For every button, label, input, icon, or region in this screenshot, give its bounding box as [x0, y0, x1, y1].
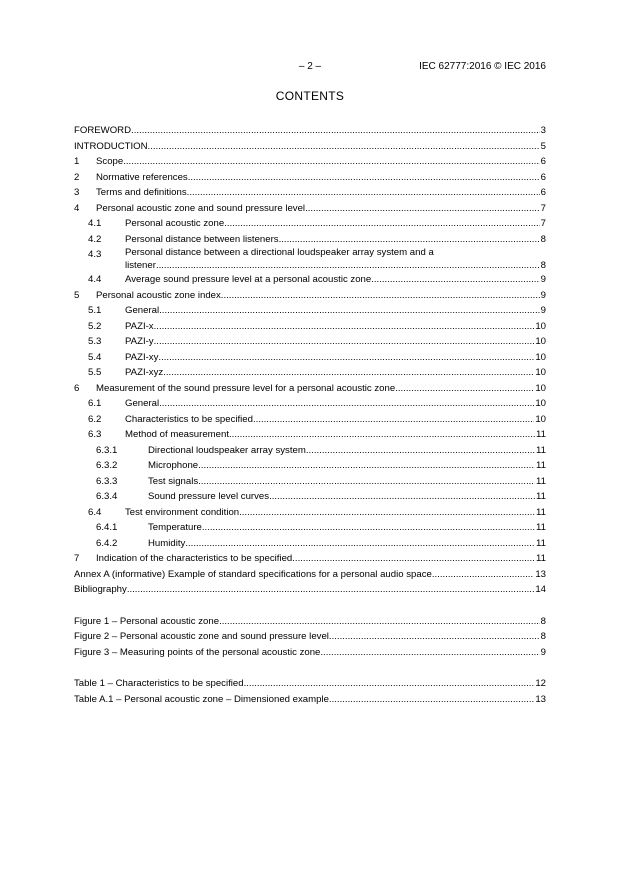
toc-entry-number: 6.4 [88, 506, 102, 518]
toc-entry-line [96, 201, 546, 217]
toc-entry[interactable] [74, 216, 546, 232]
toc-entry-line [148, 520, 546, 536]
toc-entry-title: Method of measurement [125, 429, 229, 440]
toc-leader-dots [306, 443, 535, 459]
toc-leader-dots [395, 381, 534, 397]
toc-entry-line [74, 692, 546, 708]
toc-entry-title: Humidity [148, 537, 186, 549]
toc-entry-line [125, 412, 546, 428]
toc-entry-number: 4.2 [88, 233, 102, 245]
toc-entry-page: 11 [536, 491, 546, 502]
toc-entry-line [74, 614, 546, 630]
toc-entry-number: 5 [74, 289, 80, 301]
toc-entry-title: Characteristics to be specified [125, 413, 253, 425]
toc-leader-dots [269, 489, 535, 505]
toc-entry-number: 5.1 [88, 305, 102, 316]
toc-leader-dots [163, 365, 534, 381]
toc-entry-line [125, 396, 546, 412]
toc-leader-dots [279, 232, 540, 248]
toc-entry[interactable] [74, 427, 546, 443]
toc-entry-title: Sound pressure level curves [148, 491, 270, 502]
toc-entry-page: 7 [540, 218, 546, 229]
toc-entry[interactable] [74, 412, 546, 428]
toc-entry-number: 6.3.3 [96, 475, 118, 487]
toc-entry-number: 6.4.1 [96, 522, 118, 533]
toc-leader-dots [305, 201, 540, 217]
toc-entry-page: 11 [536, 506, 546, 518]
toc-entry-line [125, 365, 546, 381]
toc-leader-dots [185, 536, 535, 552]
toc-entry-title: PAZI-x [125, 320, 154, 332]
toc-entry[interactable] [74, 474, 546, 490]
toc-entry-page: 10 [535, 398, 546, 409]
toc-entry-number: 6.4.2 [96, 537, 118, 549]
toc-entry-line [96, 288, 546, 304]
toc-entry[interactable] [74, 365, 546, 381]
toc-entry-number: 6.3 [88, 429, 102, 440]
toc-leader-dots [329, 629, 540, 645]
toc-entry-number: 5.5 [88, 367, 102, 378]
toc-entry-title: INTRODUCTION [74, 140, 148, 152]
toc-entry[interactable] [74, 272, 546, 288]
toc-entry-page: 11 [536, 522, 546, 533]
toc-entry-line [148, 474, 546, 490]
toc-entry[interactable] [74, 614, 546, 630]
toc-entry-title: Personal acoustic zone and sound pressure level [96, 202, 306, 214]
toc-entry[interactable] [74, 303, 546, 319]
toc-entry-title: Directional loudspeaker array system [148, 444, 306, 456]
toc-leader-dots [329, 692, 534, 708]
toc-leader-dots [244, 676, 535, 692]
toc-entry-number: 2 [74, 171, 80, 183]
toc-leader-dots [198, 458, 535, 474]
toc-entry-page: 11 [536, 553, 546, 564]
toc-entry-number: 3 [74, 187, 80, 198]
toc-entry-line [74, 567, 546, 583]
toc-leader-dots [188, 170, 540, 186]
toc-leader-dots [320, 645, 539, 661]
toc-entry-line [96, 154, 546, 170]
toc-entry[interactable] [74, 582, 546, 598]
section-gap [74, 598, 546, 614]
toc-entry-line [148, 489, 546, 505]
toc-entry-line [125, 319, 546, 335]
toc-entry[interactable] [74, 185, 546, 201]
toc-entry-number: 5.2 [88, 320, 102, 332]
toc-leader-dots [127, 582, 535, 598]
toc-entry-line [148, 458, 546, 474]
toc-leader-dots [229, 427, 535, 443]
toc-entry-number: 4.4 [88, 274, 102, 285]
toc-entry-line [74, 676, 546, 692]
toc-entry-page: 3 [540, 125, 546, 136]
toc-leader-dots [154, 334, 535, 350]
toc-entry[interactable] [74, 551, 546, 567]
toc-entry-title: Test signals [148, 475, 199, 487]
toc-entry-page: 11 [536, 537, 546, 549]
toc-entry-page: 10 [535, 336, 546, 347]
toc-entry-title: Indication of the characteristics to be specified [96, 553, 293, 564]
toc-entry-title: Personal distance between listeners [125, 233, 279, 245]
toc-entry-number: 5.3 [88, 336, 102, 347]
toc-entry-page: 11 [536, 460, 546, 471]
toc-entry-line [74, 123, 546, 139]
toc-entry[interactable] [74, 520, 546, 536]
toc-entry[interactable] [74, 458, 546, 474]
toc-entry-title: Scope [96, 156, 124, 167]
toc-entry-page: 9 [540, 305, 546, 316]
toc-entry-page: 6 [540, 171, 546, 183]
toc-entry-page: 9 [540, 289, 546, 301]
toc-entry-line [74, 645, 546, 661]
toc-entry[interactable] [74, 645, 546, 661]
toc-entry-page: 10 [535, 382, 546, 394]
toc-entry-title: Personal acoustic zone [125, 218, 225, 229]
toc-entry-title: PAZI-xyz [125, 367, 164, 378]
toc-leader-dots [221, 288, 540, 304]
toc-entry-title: Table 1 – Characteristics to be specified [74, 678, 244, 689]
toc-entry-page: 8 [540, 631, 546, 642]
toc-leader-dots [239, 505, 535, 521]
toc-entry-line [125, 232, 546, 248]
toc-entry-line [125, 334, 546, 350]
toc-entry-number: 5.4 [88, 351, 102, 363]
toc-entry-title: Personal acoustic zone index [96, 289, 221, 301]
toc-entry-line [125, 350, 546, 366]
toc-entry-line [125, 272, 546, 288]
toc-entry-title: Terms and definitions [96, 187, 187, 198]
toc-entry-title: Figure 1 – Personal acoustic zone [74, 615, 220, 627]
toc-entry[interactable] [74, 629, 546, 645]
toc-entry-page: 5 [540, 140, 546, 152]
toc-entry[interactable] [74, 396, 546, 412]
document-reference: IEC 62777:2016 © IEC 2016 [419, 61, 546, 72]
toc-entry-page: 10 [535, 413, 546, 425]
toc-entry-number: 6 [74, 382, 80, 394]
toc-leader-dots [131, 123, 540, 139]
toc-entry-page: 11 [536, 429, 546, 440]
toc-entry-page: 13 [535, 693, 546, 705]
toc-entry-page: 14 [535, 584, 546, 595]
toc-entry-title: PAZI-xy [125, 351, 159, 363]
table-of-contents [74, 123, 546, 707]
toc-entry[interactable] [74, 201, 546, 217]
toc-leader-dots [253, 412, 534, 428]
toc-entry-title: Personal distance between a directional loudspeaker array system and a [125, 247, 434, 258]
toc-entry[interactable] [74, 505, 546, 521]
toc-entry-page: 8 [540, 615, 546, 627]
toc-entry-line [96, 551, 546, 567]
toc-entry-number: 6.3.2 [96, 460, 118, 471]
toc-entry-title: FOREWORD [74, 125, 132, 136]
toc-entry-line [74, 582, 546, 598]
toc-entry-line [96, 170, 546, 186]
page-number: – 2 – [298, 61, 322, 72]
toc-entry[interactable] [74, 123, 546, 139]
toc-entry[interactable] [74, 381, 546, 397]
toc-entry-line [74, 629, 546, 645]
toc-entry-title: Annex A (informative) Example of standard specifications for a personal audio space [74, 568, 432, 580]
toc-leader-dots [154, 319, 535, 335]
toc-entry-line [125, 505, 546, 521]
toc-entry-page: 9 [540, 274, 546, 285]
toc-entry[interactable] [74, 489, 546, 505]
toc-entry-page: 10 [535, 351, 546, 363]
toc-entry-line [125, 427, 546, 443]
toc-leader-dots [148, 139, 540, 155]
toc-entry-page: 10 [535, 367, 546, 378]
section-gap [74, 660, 546, 676]
toc-entry-number: 7 [74, 553, 80, 564]
toc-entry-title: General [125, 305, 160, 316]
toc-leader-dots [159, 303, 540, 319]
toc-entry-title: Temperature [148, 522, 202, 533]
toc-entry-title: Average sound pressure level at a personal acoustic zone [125, 274, 372, 285]
toc-entry[interactable] [74, 350, 546, 366]
toc-leader-dots [224, 216, 539, 232]
toc-entry-title: General [125, 398, 160, 409]
toc-entry[interactable] [74, 319, 546, 335]
toc-entry-page: 11 [536, 475, 546, 487]
toc-leader-dots [219, 614, 540, 630]
toc-leader-dots [156, 258, 540, 273]
toc-entry[interactable] [74, 139, 546, 155]
toc-leader-dots [187, 185, 540, 201]
toc-leader-dots [123, 154, 539, 170]
toc-entry-page: 6 [540, 187, 546, 198]
toc-entry-line [96, 381, 546, 397]
toc-entry-page: 9 [540, 646, 546, 658]
toc-entry-title: Normative references [96, 171, 188, 183]
toc-entry-number: 4.1 [88, 218, 102, 229]
toc-entry-page: 10 [535, 320, 546, 332]
toc-entry[interactable] [74, 288, 546, 304]
toc-entry[interactable] [74, 247, 546, 272]
toc-entry-page: 13 [535, 568, 546, 580]
toc-entry-number: 6.3.4 [96, 491, 118, 502]
toc-entry-page: 11 [536, 444, 546, 456]
toc-entry[interactable] [74, 443, 546, 459]
toc-entry[interactable] [74, 676, 546, 692]
toc-entry-line [125, 303, 546, 319]
toc-entry-title: Test environment condition [125, 506, 240, 518]
toc-entry-title: PAZI-y [125, 336, 154, 347]
toc-leader-dots [159, 396, 534, 412]
toc-entry-number: 6.3.1 [96, 444, 118, 456]
toc-entry[interactable] [74, 536, 546, 552]
page-title: CONTENTS [275, 89, 345, 103]
toc-entry-page: 8 [540, 259, 546, 271]
toc-entry-title: Table A.1 – Personal acoustic zone – Dimensioned example [74, 693, 329, 705]
toc-entry-line [125, 216, 546, 232]
toc-entry-line [74, 139, 546, 155]
toc-entry-line [96, 185, 546, 201]
toc-entry-page: 12 [535, 678, 546, 689]
toc-entry[interactable] [74, 692, 546, 708]
toc-entry-title: Figure 2 – Personal acoustic zone and sound pressure level [74, 631, 329, 642]
toc-entry-number: 1 [74, 156, 80, 167]
toc-entry-title: Measurement of the sound pressure level for a personal acoustic zone [96, 382, 396, 394]
toc-entry-page: 6 [540, 156, 546, 167]
toc-leader-dots [198, 474, 535, 490]
toc-entry[interactable] [74, 170, 546, 186]
toc-leader-dots [371, 272, 539, 288]
toc-entry-number: 4 [74, 202, 80, 214]
toc-entry-number: 6.2 [88, 413, 102, 425]
toc-leader-dots [158, 350, 534, 366]
toc-entry[interactable] [74, 154, 546, 170]
toc-entry-number: 4.3 [88, 249, 102, 260]
toc-entry[interactable] [74, 334, 546, 350]
toc-entry-number: 6.1 [88, 398, 102, 409]
toc-entry-line [125, 258, 546, 273]
toc-entry-title: Figure 3 – Measuring points of the personal acoustic zone [74, 646, 321, 658]
toc-entry[interactable] [74, 232, 546, 248]
toc-leader-dots [202, 520, 535, 536]
toc-entry-title: Microphone [148, 460, 199, 471]
toc-entry-title: Bibliography [74, 584, 127, 595]
toc-entry-title-continued: listener [125, 259, 156, 271]
toc-entry-line [148, 443, 546, 459]
toc-entry-page: 8 [540, 233, 546, 245]
toc-entry-line [148, 536, 546, 552]
toc-leader-dots [292, 551, 535, 567]
toc-entry[interactable] [74, 567, 546, 583]
toc-entry-page: 7 [540, 202, 546, 214]
toc-leader-dots [432, 567, 534, 583]
